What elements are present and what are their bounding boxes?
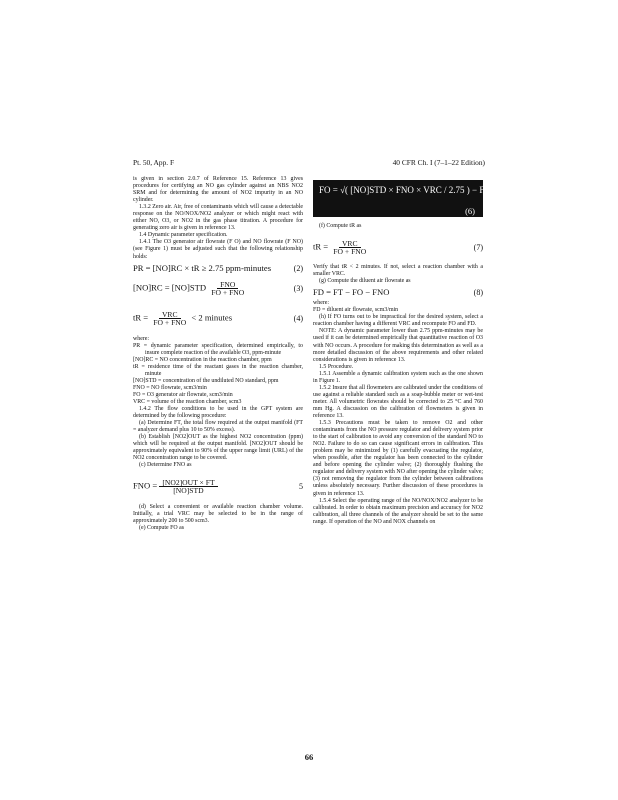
paragraph: 1.5.4 Select the operating range of the NO/NOX/NO2 analyzer to be calibrated. In order to obtain maximum precision and accuracy for NO2 calibration, all three channels of the analyzer should be set to the same range. If operation of the NO and NOX channels on <box>313 497 483 525</box>
equation-number: (4) <box>293 314 303 324</box>
paragraph: 1.3.2 Zero air. Air, free of contaminants which will cause a detectable response on the NO/NOX/NO2 analyzer or which might react with either NO, O3, or NO2 in the gas phase titration. A procedure for generating zero air is given in reference 13. <box>133 204 303 232</box>
right-column <box>313 176 498 526</box>
equation-6-box <box>313 180 498 217</box>
equation-fraction: $\frac{\text{VRC}}{\text{FO + FNO}}$ <box>333 238 367 256</box>
equation-lhs: tR = <box>133 312 149 323</box>
paragraph: (c) Determine FNO as <box>139 462 192 469</box>
section-heading: 1.5 Procedure. <box>319 363 354 370</box>
equation-fraction: $\frac{\text{[NO2]OUT × FT}}{\text{[NO]STD}}$ <box>159 479 217 494</box>
definition: [NO]RC = NO concentration in the reaction chamber, ppm <box>133 356 272 363</box>
paragraph: 1.5.2 Insure that all flowmeters are calibrated under the conditions of use against a reliable standard such as a soap-bubble meter or wet-test meter. All volumetric flowrates should be corrected to 25 °C and 760 mm Hg. A discussion on the calibration of flowmeters is given in reference 13. <box>313 384 483 419</box>
paragraph: (f) Compute tR as <box>319 223 362 229</box>
equation-number: 5 <box>299 481 303 491</box>
definition: [NO]STD = concentration of the undiluted NO standard, ppm <box>133 377 279 384</box>
equation-fraction: $\frac{\text{FNO}}{\text{FO + FNO}}$ <box>211 280 245 298</box>
equation-2 <box>133 262 303 273</box>
equation-number: (6) <box>465 205 475 216</box>
equation-8 <box>313 289 483 296</box>
definition: VRC = volume of the reaction chamber, scm3 <box>133 399 242 406</box>
equation-number: (2) <box>293 263 303 273</box>
equation-rhs: < 2 minutes <box>191 312 233 323</box>
equation-3 <box>133 276 303 302</box>
page-number: 66 <box>304 752 314 762</box>
equation-lhs: tR = <box>313 241 329 252</box>
definition: PR = dynamic parameter specification, determined empirically, to insure complete reaction of the available O3, ppm-minute <box>133 342 303 356</box>
section-heading: 1.4 Dynamic parameter specification. <box>139 232 228 239</box>
definition: FNO = NO flowrate, scm3/min <box>133 384 207 391</box>
equation-4 <box>133 306 303 332</box>
paragraph: is given in section 2.0.7 of Reference 15. Reference 13 gives procedures for certifying an NO gas cylinder against an NBS NO2 SRM and for determining the amount of NO2 impurity in an NO cylinder. <box>133 176 303 204</box>
paragraph: 1.4.2 The flow conditions to be used in the GPT system are determined by the following procedure: <box>133 406 303 420</box>
header-right: 40 CFR Ch. I (7–1–22 Edition) <box>392 158 485 167</box>
paragraph: (a) Determine FT, the total flow required at the output manifold (FT = analyzer demand plus 10 to 50% excess). <box>133 420 303 434</box>
equation-fraction: $\frac{\text{VRC}}{\text{FO + FNO}}$ <box>153 310 187 328</box>
header-left: Pt. 50, App. F <box>133 158 175 167</box>
equation-number: (3) <box>293 284 303 294</box>
paragraph: (g) Compute the diluent air flowrate as <box>319 278 411 285</box>
paragraph: (d) Select a convenient or available reaction chamber volume. Initially, a trial VRC may be selected to be in the range of approximately 200 to 500 scm3. <box>133 503 303 524</box>
where-label: where: <box>313 300 330 307</box>
where-label: where: <box>133 335 150 342</box>
equation-lhs: [NO]RC = [NO]STD <box>133 282 207 293</box>
paragraph: 1.4.1 The O3 generator air flowrate (F O) and NO flowrate (F NO) (see Figure 1) must be adjusted such that the following relationship holds: <box>133 239 303 260</box>
equation-lhs: FNO = <box>133 480 158 491</box>
paragraph: (b) Establish [NO2]OUT as the highest NO2 concentration (ppm) which will be required at the output manifold. [NO2]OUT should be approximately equivalent to 90% of the upper range limit (URL) of the NO2 concentration range to be covered. <box>133 434 303 462</box>
equation-number: (8) <box>473 288 483 298</box>
definition: FO = O3 generator air flowrate, scm3/min <box>133 391 233 398</box>
definition: tR = residence time of the reactant gases in the reaction chamber, minute <box>133 363 303 377</box>
paragraph: Verify that tR < 2 minutes. If not, select a reaction chamber with a smaller VRC. <box>313 264 483 278</box>
left-column <box>133 176 303 532</box>
paragraph: 1.5.1 Assemble a dynamic calibration system such as the one shown in Figure 1. <box>313 370 483 384</box>
paragraph: (e) Compute FO as <box>139 524 184 531</box>
equation-number: (7) <box>473 242 483 252</box>
equation-body: FO = √( [NO]STD × FNO × VRC / 2.75 ) − FNO <box>319 185 498 195</box>
definition: FD = diluent air flowrate, scm3/min <box>313 307 399 314</box>
equation-7 <box>313 234 483 260</box>
equation-body: PR = [NO]RC × tR ≥ 2.75 ppm-minutes <box>133 262 272 273</box>
paragraph: 1.5.3 Precautions must be taken to remove O2 and other contaminants from the NO pressure regulator and delivery system prior to the start of calibration to avoid any conversion of the standard NO to NO2. Failure to do so can cause significant errors in calibration. This problem may be minimized by (1) carefully evacuating the regulator, when possible, after the regulator has been connected to the cylinder and before opening the cylinder valve; (2) thoroughly flushing the regulator and delivery system with NO after opening the cylinder valve; (3) not removing the regulator from the cylinder between calibrations unless absolutely necessary. Further discussion of these procedures is given in reference 13. <box>313 420 483 497</box>
note-paragraph: NOTE: A dynamic parameter lower than 2.75 ppm-minutes may be used if it can be determined empirically that quantitative reaction of O3 with NO occurs. A procedure for making this determination as well as a more detailed discussion of the above requirements and other related considerations is given in reference 13. <box>313 328 483 363</box>
equation-body: FD = FT − FO − FNO <box>313 287 390 298</box>
paragraph: (h) If FO turns out to be impractical for the desired system, select a reaction chamber having a different VRC and recompute FO and FD. <box>313 314 483 328</box>
equation-5 <box>133 474 303 500</box>
